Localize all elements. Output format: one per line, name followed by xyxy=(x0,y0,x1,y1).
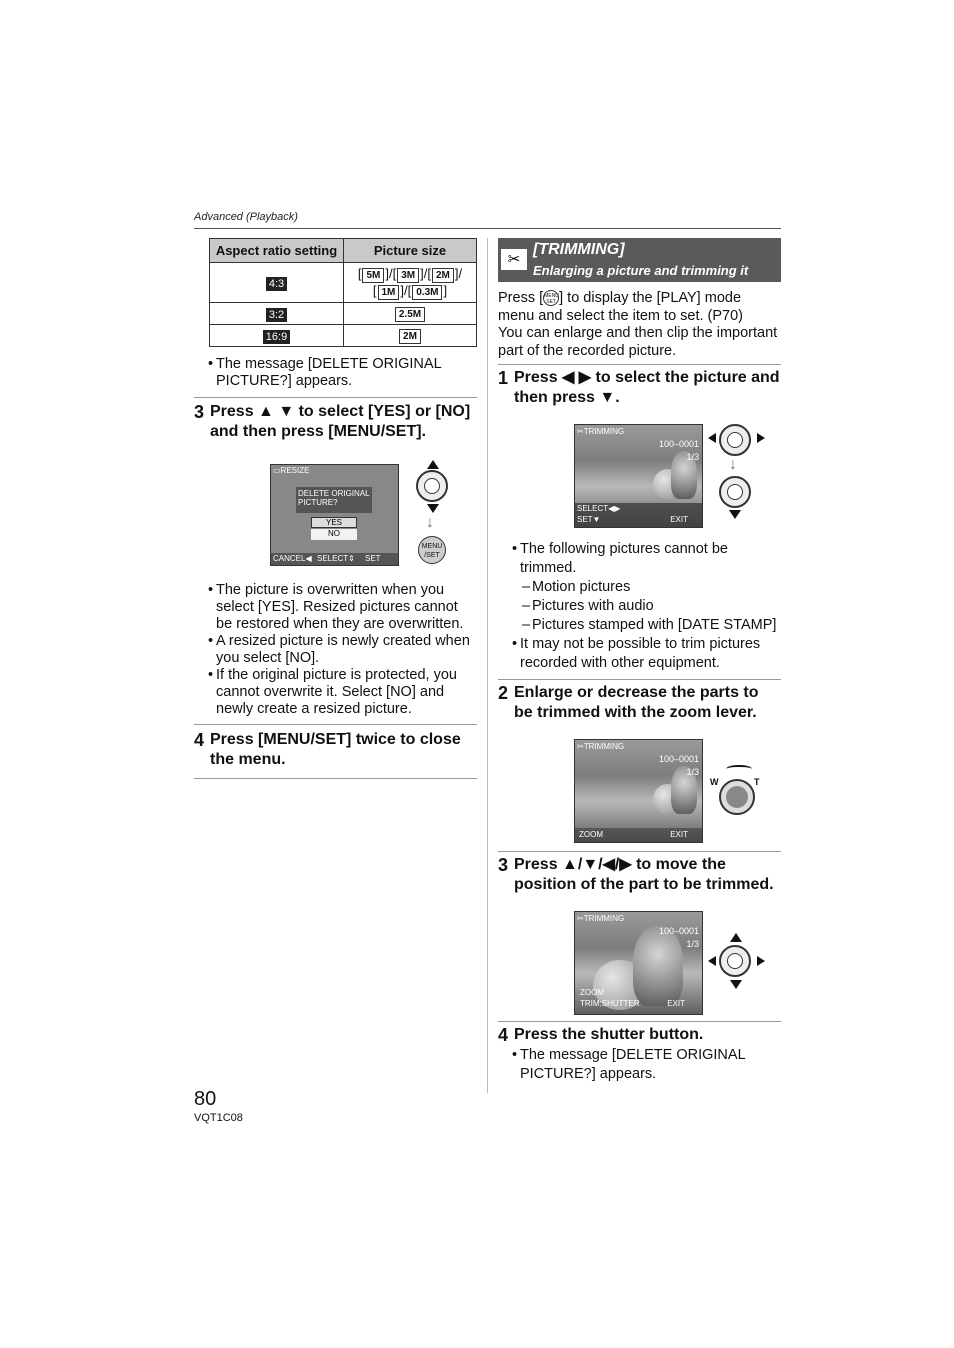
list-item: • It may not be possible to trim pictures recorded with other equipment. xyxy=(498,635,781,673)
table-header-size: Picture size xyxy=(344,239,477,263)
equipment-note xyxy=(498,635,781,673)
down-arrow-icon xyxy=(730,980,742,989)
list-item: – Pictures stamped with [DATE STAMP] xyxy=(498,616,781,635)
section-subtitle: Enlarging a picture and trimming it xyxy=(533,263,749,278)
divider xyxy=(194,397,477,398)
table-row xyxy=(210,303,477,325)
dpad-illustration xyxy=(414,460,450,568)
size-icon: 2M xyxy=(432,268,454,283)
list-item: • The picture is overwritten when you select [YES]. Resized pictures cannot be restored when they are overwritten. xyxy=(194,582,477,633)
zoom-lever-illustration xyxy=(710,759,774,843)
final-note xyxy=(498,1046,781,1084)
select-label: SELECT⇕ xyxy=(317,554,355,563)
file-number: 100–0001 xyxy=(658,439,699,449)
zoom-label: ZOOM xyxy=(579,830,603,839)
section-title: [TRIMMING] xyxy=(533,241,625,258)
ratio-badge: 4:3 xyxy=(266,277,287,291)
left-column xyxy=(194,238,477,779)
right-arrow-icon xyxy=(757,433,765,443)
column-divider xyxy=(487,238,488,1093)
left-arrow-icon xyxy=(708,433,716,443)
list-item: – Motion pictures xyxy=(498,578,781,597)
divider xyxy=(498,364,781,365)
trim-illustration-2 xyxy=(498,739,781,843)
trimming-label: ✂TRIMMING xyxy=(577,427,625,436)
size-icon: 5M xyxy=(362,268,384,283)
dpad-illustration xyxy=(708,933,768,993)
divider xyxy=(194,724,477,725)
picture-count: 1/3 xyxy=(686,939,699,949)
step-2 xyxy=(498,683,781,723)
step-text: Press ▲/▼/◀/▶ to move the position of the part to be trimmed. xyxy=(514,856,774,893)
exit-label: EXIT xyxy=(667,999,685,1008)
list-item: • The following pictures cannot be trimmed. xyxy=(498,540,781,578)
step-3 xyxy=(498,855,781,895)
step-number: 4 xyxy=(498,1025,509,1045)
trimming-header xyxy=(498,238,781,282)
list-item: – Pictures with audio xyxy=(498,597,781,616)
up-arrow-icon xyxy=(730,933,742,942)
arrow-down-icon: ↓ xyxy=(426,514,434,531)
exit-label: EXIT xyxy=(670,515,688,524)
cancel-label: CANCEL◀ xyxy=(273,554,312,563)
size-icon: 2M xyxy=(399,329,421,344)
size-icon: 3M xyxy=(397,268,419,283)
step-text: Enlarge or decrease the parts to be trimmed with the zoom lever. xyxy=(514,684,759,721)
table-header-aspect: Aspect ratio setting xyxy=(210,239,344,263)
step-number: 3 xyxy=(194,402,205,422)
resize-screen xyxy=(270,464,399,566)
step-3 xyxy=(194,402,477,442)
list-item: • The message [DELETE ORIGINAL PICTURE?] appears. xyxy=(498,1046,781,1084)
trim-screen xyxy=(574,424,703,528)
arrow-down-icon: ↓ xyxy=(729,456,737,473)
down-arrow-icon xyxy=(427,504,439,513)
list-item: • A resized picture is newly created when you select [NO]. xyxy=(194,633,477,667)
step-4 xyxy=(194,730,477,770)
step-text: Press ◀ ▶ to select the picture and then press ▼. xyxy=(514,369,780,406)
resize-question: DELETE ORIGINAL PICTURE? xyxy=(296,487,372,513)
divider xyxy=(498,679,781,680)
ratio-badge: 16:9 xyxy=(263,330,290,344)
down-arrow-icon xyxy=(729,510,741,519)
trim-illustration-1 xyxy=(498,424,781,534)
document-code: VQT1C08 xyxy=(194,1112,243,1124)
right-arrow-icon xyxy=(757,956,765,966)
divider xyxy=(194,778,477,779)
cannot-trim-notes xyxy=(498,540,781,578)
page-number: 80 xyxy=(194,1088,217,1110)
cannot-trim-list xyxy=(498,578,781,635)
step-number: 3 xyxy=(498,855,509,875)
trim-screen xyxy=(574,739,703,843)
menu-set-icon: MENU SET xyxy=(543,290,559,306)
up-arrow-icon xyxy=(427,460,439,469)
set-label: SET xyxy=(365,554,381,563)
step-text: Press the shutter button. xyxy=(514,1026,704,1043)
step-text: Press ▲ ▼ to select [YES] or [NO] and then press [MENU/SET]. xyxy=(210,403,471,440)
resize-title: ▭RESIZE xyxy=(273,466,310,475)
exit-label: EXIT xyxy=(670,830,688,839)
zoom-label: ZOOM xyxy=(580,988,604,997)
step-1 xyxy=(498,368,781,408)
no-option[interactable]: NO xyxy=(311,529,357,540)
menu-set-button-icon: MENU /SET xyxy=(418,536,446,564)
aspect-ratio-table xyxy=(209,238,477,347)
right-column xyxy=(498,238,781,1084)
step-4 xyxy=(498,1025,781,1045)
trimming-label: ✂TRIMMING xyxy=(577,742,625,751)
size-icon: 1M xyxy=(378,285,400,300)
step-number: 4 xyxy=(194,730,205,750)
header-rule xyxy=(194,228,781,229)
select-label: SELECT◀▶ xyxy=(577,504,621,513)
list-item: • The message [DELETE ORIGINAL PICTURE?] appears. xyxy=(194,356,477,390)
picture-count: 1/3 xyxy=(686,452,699,462)
lever-arc-icon xyxy=(726,765,752,773)
picture-count: 1/3 xyxy=(686,767,699,777)
size-icon: 2.5M xyxy=(395,307,425,322)
file-number: 100–0001 xyxy=(658,926,699,936)
set-label: SET▼ xyxy=(577,515,601,524)
size-icon: 0.3M xyxy=(412,285,442,300)
left-arrow-icon xyxy=(708,956,716,966)
note-list xyxy=(194,356,477,390)
file-number: 100–0001 xyxy=(658,754,699,764)
intro-paragraph: Press [MENU SET ] to display the [PLAY] mode menu and select the item to set. (P70) You can enlarge and then clip the important part of the recorded picture. xyxy=(498,290,778,359)
trimming-label: ✂TRIMMING xyxy=(577,914,625,923)
resize-notes xyxy=(194,582,477,718)
list-item: • If the original picture is protected, you cannot overwrite it. Select [NO] and newly create a resized picture. xyxy=(194,667,477,718)
ratio-badge: 3:2 xyxy=(266,308,287,322)
lever-t-label: T xyxy=(754,777,760,787)
scissors-icon: ✂ xyxy=(501,249,527,270)
trim-screen xyxy=(574,911,703,1015)
step-text: Press [MENU/SET] twice to close the menu. xyxy=(210,731,461,768)
resize-illustration xyxy=(194,460,477,572)
lever-w-label: W xyxy=(710,777,719,787)
table-row: 4:3 [ 5M ]/[ 3M ]/[ 2M ]/ [ 1M ]/[ 0.3M ] xyxy=(210,263,477,303)
section-header: Advanced (Playback) xyxy=(194,211,298,223)
table-row xyxy=(210,325,477,347)
yes-option[interactable]: YES xyxy=(311,517,357,528)
step-number: 2 xyxy=(498,683,509,703)
trim-shutter-label: TRIM:SHUTTER xyxy=(580,999,640,1008)
divider xyxy=(498,851,781,852)
divider xyxy=(498,1021,781,1022)
dpad-illustration xyxy=(708,424,768,532)
trim-illustration-3 xyxy=(498,911,781,1015)
step-number: 1 xyxy=(498,368,509,388)
